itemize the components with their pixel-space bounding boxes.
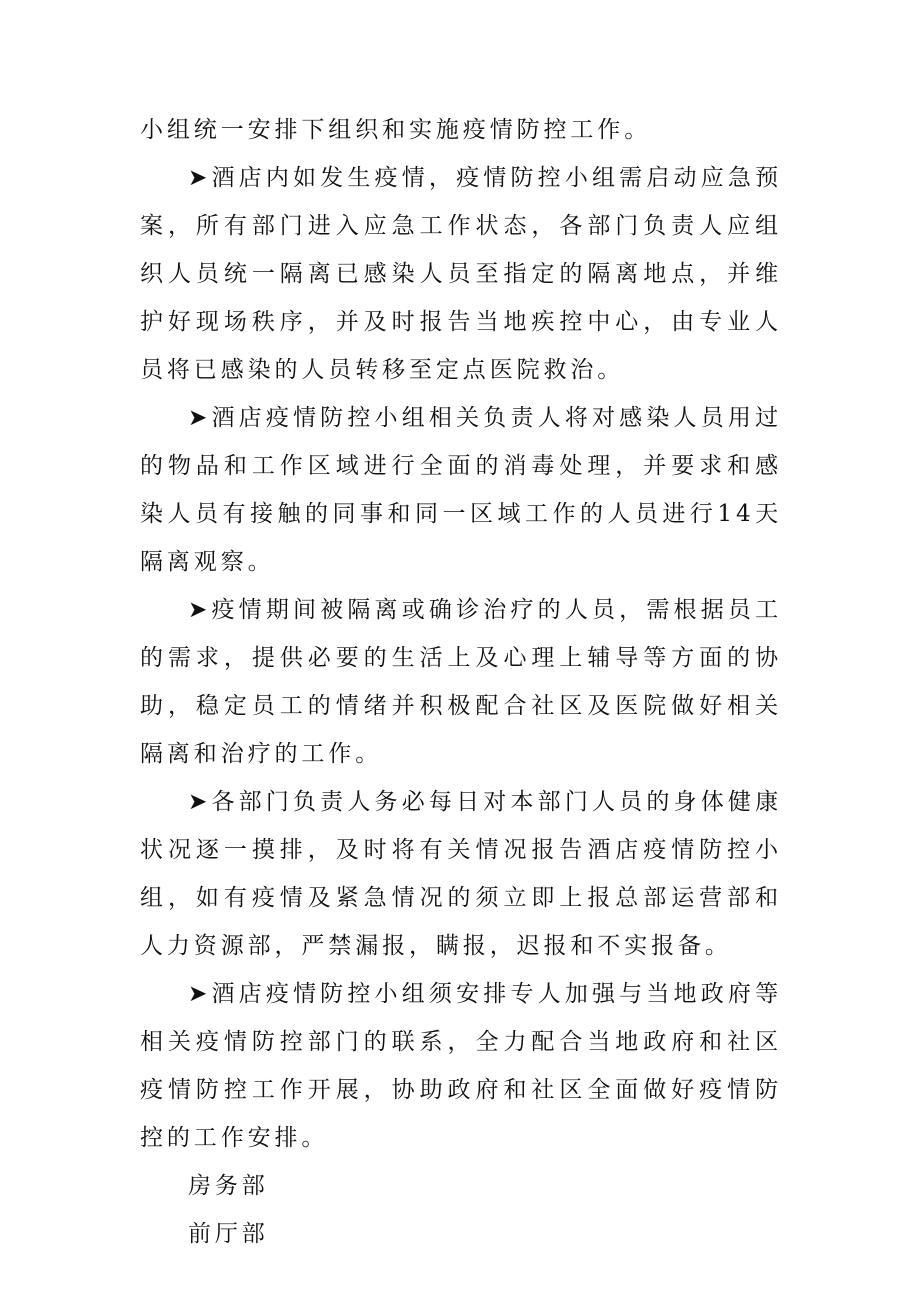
department-housekeeping: 房务部 [188, 1173, 269, 1199]
department-front-office: 前厅部 [188, 1221, 269, 1247]
paragraph-continuation: 小组统一安排下组织和实施疫情防控工作。 [140, 117, 652, 143]
paragraph-government-liaison: ➤酒店疫情防控小组须安排专人加强与当地政府等相关疫情防控部门的联系，全力配合当地政府和社区疫情防控工作开展，协助政府和社区全面做好疫情防控的工作安排。 [140, 981, 782, 1151]
paragraph-staff-support: ➤疫情期间被隔离或确诊治疗的人员，需根据员工的需求，提供必要的生活上及心理上辅导等方面的协助，稳定员工的情绪并积极配合社区及医院做好相关隔离和治疗的工作。 [140, 597, 782, 767]
document-body [140, 106, 782, 1258]
paragraph-disinfection: ➤酒店疫情防控小组相关负责人将对感染人员用过的物品和工作区域进行全面的消毒处理，并要求和感染人员有接触的同事和同一区域工作的人员进行14天隔离观察。 [140, 405, 782, 575]
paragraph-outbreak-response: ➤酒店内如发生疫情，疫情防控小组需启动应急预案，所有部门进入应急工作状态，各部门负责人应组织人员统一隔离已感染人员至指定的隔离地点，并维护好现场秩序，并及时报告当地疾控中心，由专业人员将已感染的人员转移至定点医院救治。 [140, 165, 782, 383]
paragraph-daily-health-check: ➤各部门负责人务必每日对本部门人员的身体健康状况逐一摸排，及时将有关情况报告酒店疫情防控小组，如有疫情及紧急情况的须立即上报总部运营部和人力资源部，严禁漏报，瞒报，迟报和不实报备。 [140, 789, 782, 959]
